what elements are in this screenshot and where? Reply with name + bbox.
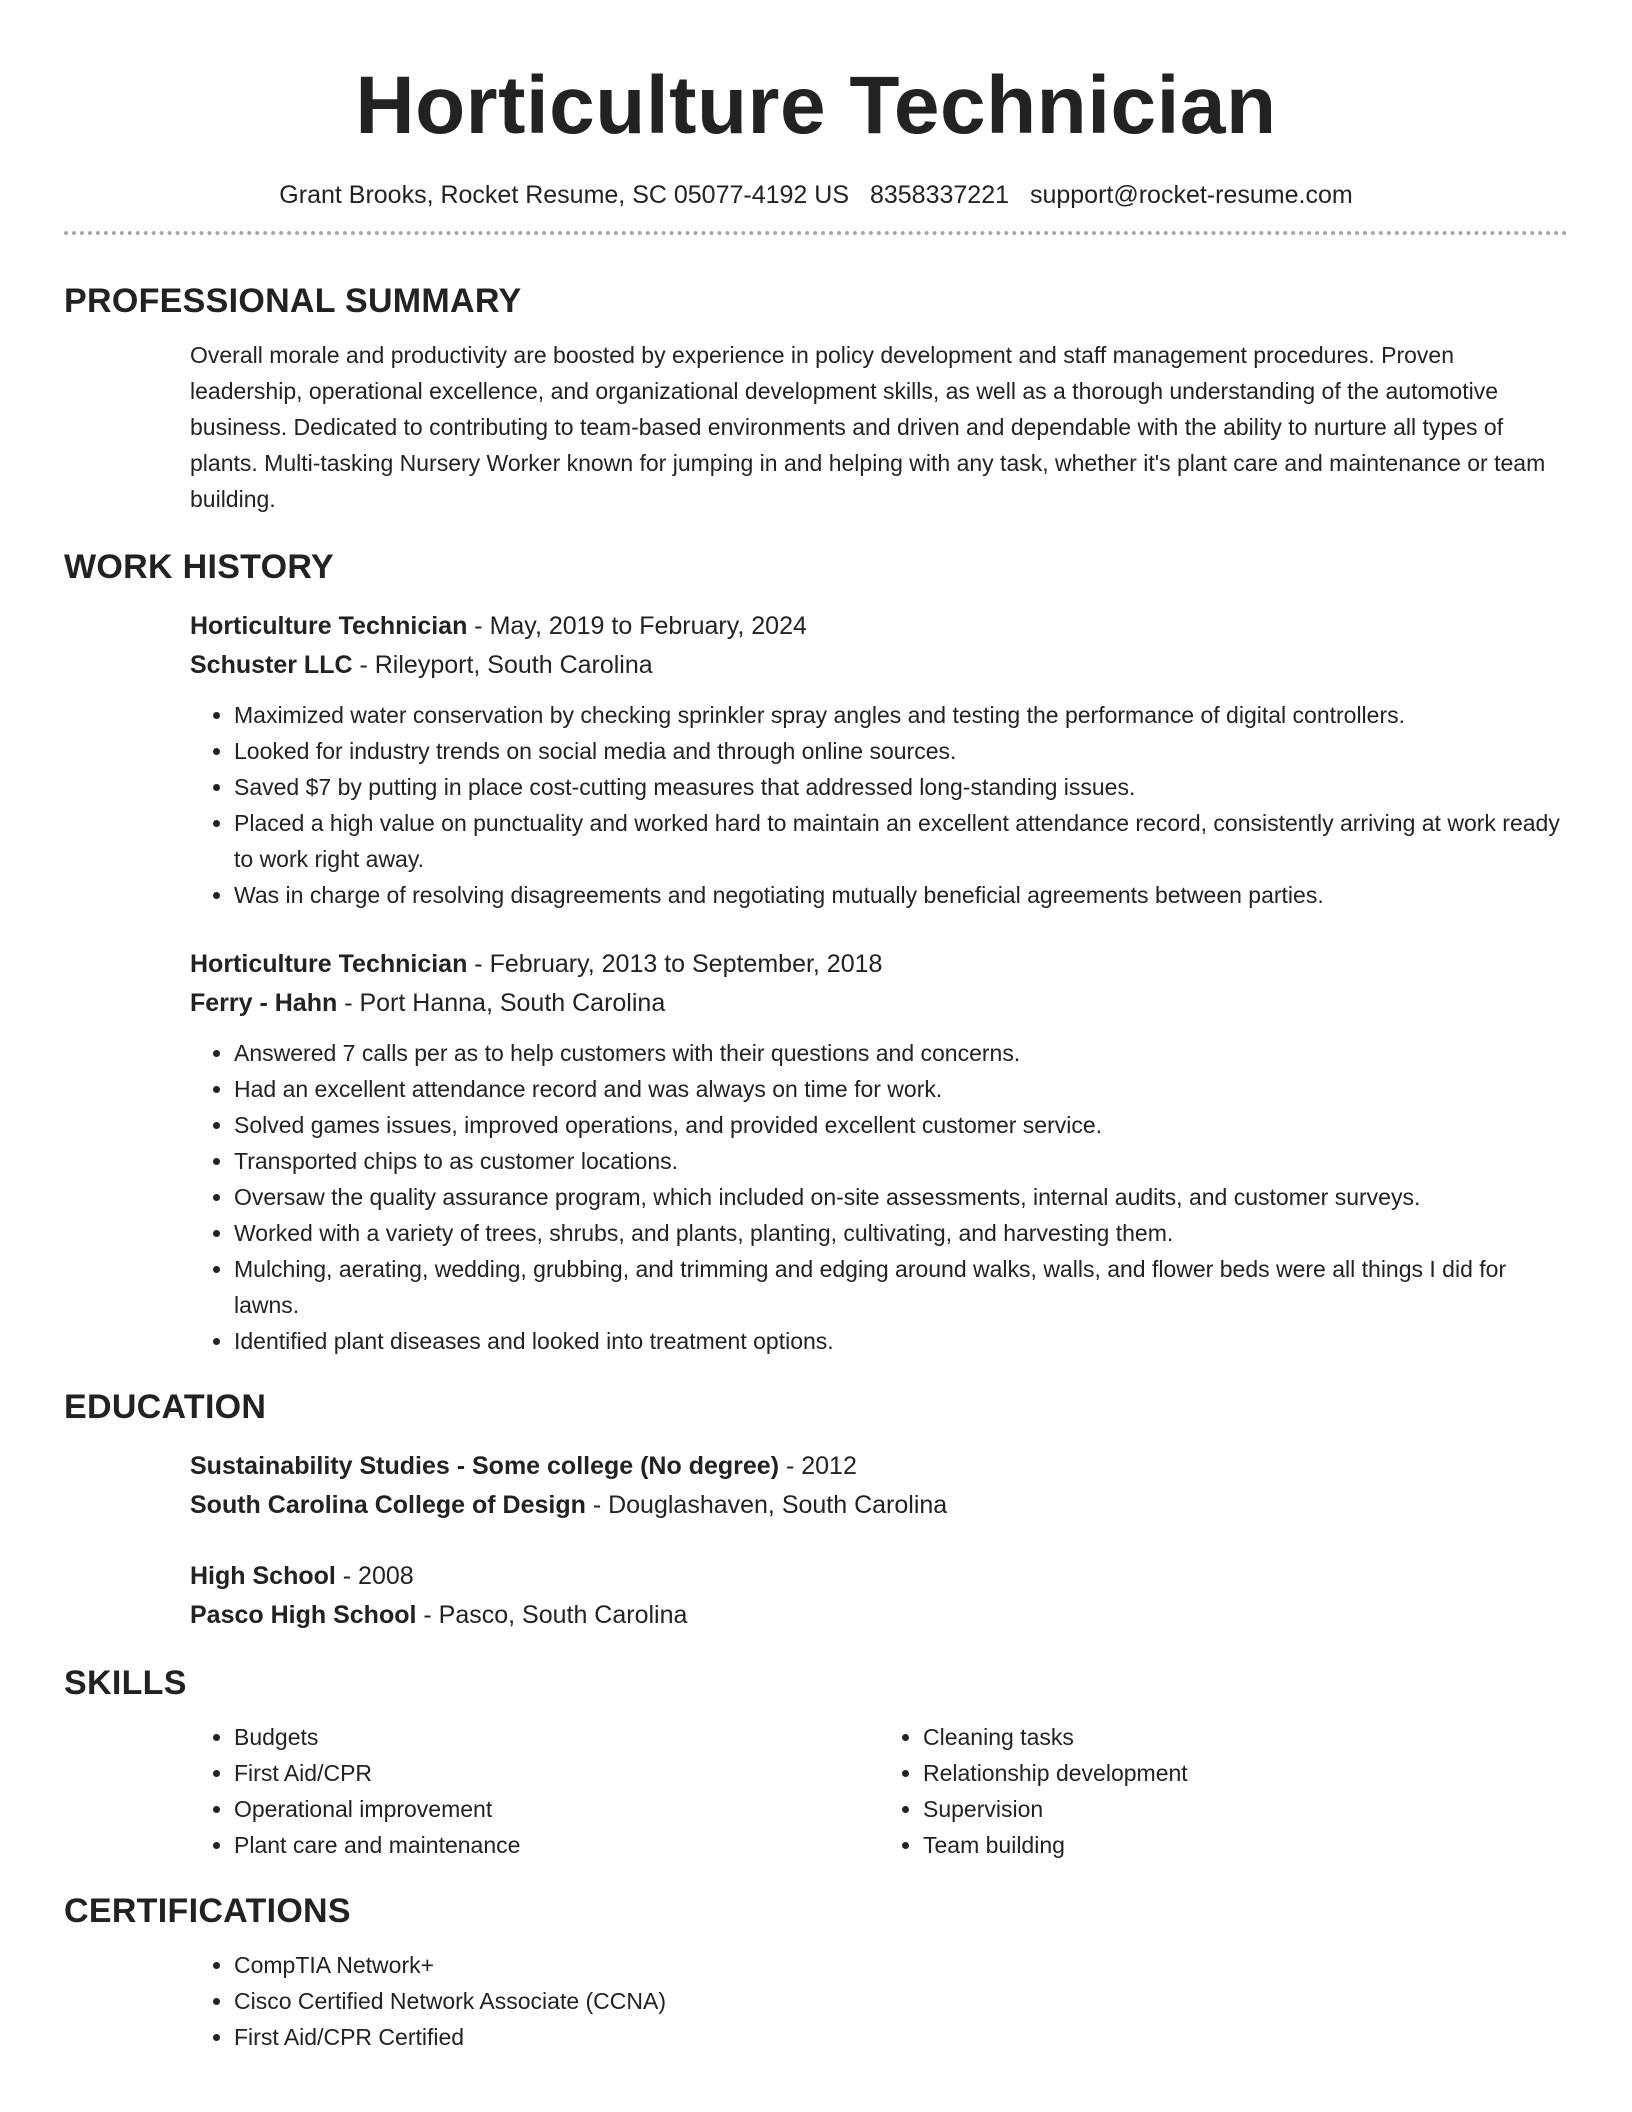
education-school: South Carolina College of Design [190,1491,586,1519]
education-school-line [190,1596,1568,1635]
job-company: Schuster LLC [190,651,353,679]
summary-heading: PROFESSIONAL SUMMARY [64,282,522,320]
job-bullets [190,1035,1568,1359]
education-body [64,1447,1568,1635]
education-location: - Pasco, South Carolina [416,1601,688,1629]
certification-item: • First Aid/CPR Certified [234,2019,1568,2055]
summary-section [64,279,1568,517]
education-school-line [190,1486,1568,1525]
certifications-body [64,1947,1568,2055]
education-year: - 2008 [335,1562,414,1590]
skills-left-column [190,1719,879,1863]
education-degree: Sustainability Studies - Some college (No degree) [190,1452,780,1480]
certifications-list [190,1947,1568,2055]
job-dates: - February, 2013 to September, 2018 [467,950,883,978]
certifications-section [64,1889,1568,2055]
job-company: Ferry - Hahn [190,989,338,1017]
job-bullet: • Mulching, aerating, wedding, grubbing, and trimming and edging around walks, walls, and flower beds were all things I did for lawns. [234,1251,1568,1323]
skill-item: • Plant care and maintenance [234,1827,879,1863]
job-company-line [190,984,1568,1023]
job-bullet: • Oversaw the quality assurance program, which included on-site assessments, internal audits, and customer surveys. [234,1179,1568,1215]
education-location: - Douglashaven, South Carolina [585,1491,948,1519]
job-bullet: • Worked with a variety of trees, shrubs, and plants, planting, cultivating, and harvesting them. [234,1215,1568,1251]
job-bullet: • Identified plant diseases and looked into treatment options. [234,1323,1568,1359]
job-entry [190,945,1568,1359]
job-title-line [190,945,1568,984]
skill-item: • Relationship development [923,1755,1568,1791]
skill-item: • Operational improvement [234,1791,879,1827]
job-location: - Rileyport, South Carolina [352,651,653,679]
education-section [64,1385,1568,1635]
summary-body [64,337,1568,517]
job-bullet: • Solved games issues, improved operations, and provided excellent customer service. [234,1107,1568,1143]
skill-item: • First Aid/CPR [234,1755,879,1791]
skill-item: • Budgets [234,1719,879,1755]
contact-phone: 8358337221 [869,181,1010,209]
education-entry [190,1557,1568,1635]
skill-item: • Cleaning tasks [923,1719,1568,1755]
work-history-section [64,545,1568,1359]
job-title: Horticulture Technician [190,612,468,640]
certification-item: • Cisco Certified Network Associate (CCNA) [234,1983,1568,2019]
header-divider [64,231,1568,235]
job-bullet: • Placed a high value on punctuality and worked hard to maintain an excellent attendance record, consistently arriving at work ready to work right away. [234,805,1568,877]
skill-item: • Supervision [923,1791,1568,1827]
summary-text: Overall morale and productivity are boosted by experience in policy development and staff management procedures. Proven leadership, operational excellence, and organizational development skills, as well as a thorough understanding of the automotive business. Dedicated to contributing to team-based environments and driven and dependable with the ability to nurture all types of plants. Multi-tasking Nursery Worker known for jumping in and helping with any task, whether it's plant care and maintenance or team building. [190,342,1546,512]
job-bullet: • Had an excellent attendance record and was always on time for work. [234,1071,1568,1107]
job-bullet: • Transported chips to as customer locations. [234,1143,1568,1179]
job-bullet: • Answered 7 calls per as to help customers with their questions and concerns. [234,1035,1568,1071]
job-bullet: • Looked for industry trends on social media and through online sources. [234,733,1568,769]
education-school: Pasco High School [190,1601,417,1629]
skill-item: • Team building [923,1827,1568,1863]
job-entry [190,607,1568,913]
job-bullets [190,697,1568,913]
job-location: - Port Hanna, South Carolina [337,989,666,1017]
education-entry [190,1447,1568,1525]
certification-item: • CompTIA Network+ [234,1947,1568,1983]
skills-heading: SKILLS [64,1664,187,1702]
job-bullet: • Was in charge of resolving disagreements and negotiating mutually beneficial agreements between parties. [234,877,1568,913]
resume-title: Horticulture Technician [355,60,1277,151]
contact-address: Grant Brooks, Rocket Resume, SC 05077-4192 US [279,181,850,209]
job-title-line [190,607,1568,646]
education-year: - 2012 [779,1452,857,1480]
work-history-heading: WORK HISTORY [64,548,334,586]
job-bullet: • Saved $7 by putting in place cost-cutting measures that addressed long-standing issues. [234,769,1568,805]
contact-line [64,178,1568,212]
education-heading: EDUCATION [64,1388,267,1426]
education-degree: High School [190,1562,336,1590]
education-degree-line [190,1557,1568,1596]
work-history-body [64,607,1568,1359]
skills-grid [64,1719,1568,1863]
education-degree-line [190,1447,1568,1486]
job-title: Horticulture Technician [190,950,468,978]
skills-right-column [879,1719,1568,1863]
job-company-line [190,646,1568,685]
job-dates: - May, 2019 to February, 2024 [467,612,807,640]
certifications-heading: CERTIFICATIONS [64,1892,351,1930]
job-bullet: • Maximized water conservation by checking sprinkler spray angles and testing the performance of digital controllers. [234,697,1568,733]
contact-email: support@rocket-resume.com [1029,181,1353,209]
skills-section [64,1661,1568,1863]
